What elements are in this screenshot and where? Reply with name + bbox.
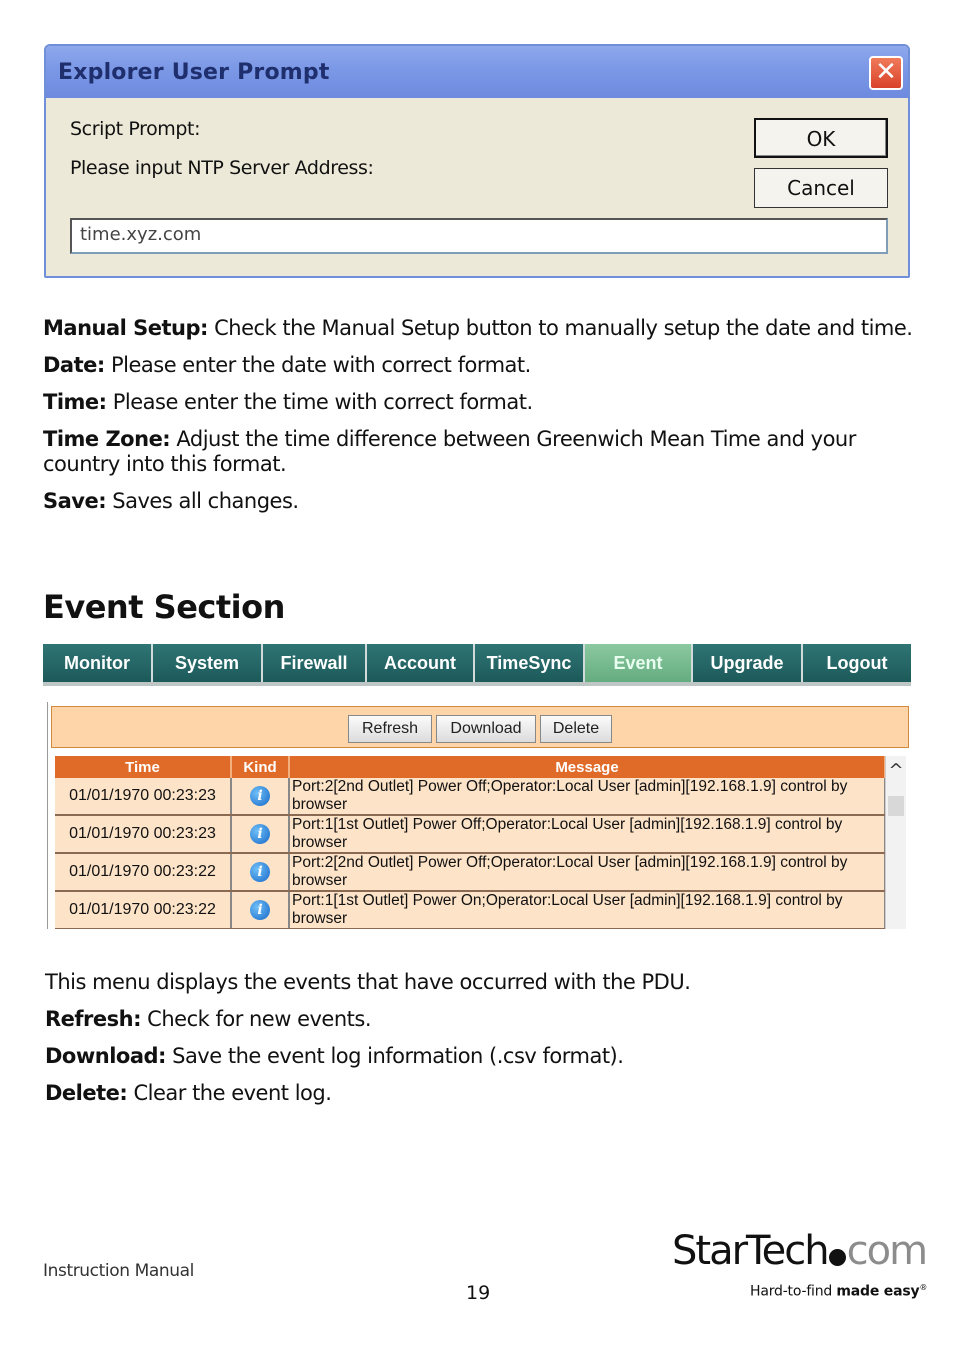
- tab-firewall[interactable]: Firewall: [263, 644, 367, 682]
- manual-setup-desc: [43, 316, 923, 341]
- chevron-up-icon[interactable]: ^: [888, 760, 904, 781]
- table-row[interactable]: [55, 891, 885, 929]
- term: Download:: [45, 1044, 166, 1068]
- prompt-text: Please input NTP Server Address:: [70, 157, 374, 179]
- footer-label: Instruction Manual: [43, 1261, 194, 1281]
- info-icon: i: [250, 786, 270, 806]
- tagline-regular: Hard-to-find: [750, 1283, 837, 1300]
- event-message: Port:1[1st Outlet] Power Off;Operator:Local User [admin][192.168.1.9] control by browser: [289, 815, 885, 853]
- tab-monitor[interactable]: Monitor: [43, 644, 153, 682]
- event-message: Port:2[2nd Outlet] Power Off;Operator:Local User [admin][192.168.1.9] control by browser: [289, 853, 885, 891]
- event-time: 01/01/1970 00:23:22: [55, 891, 231, 929]
- dialog-title-bar[interactable]: [46, 46, 908, 98]
- desc: Adjust the time difference between Greenwich Mean Time and your country into this format.: [43, 427, 856, 476]
- explorer-user-prompt-dialog: [44, 44, 910, 278]
- cancel-button[interactable]: Cancel: [754, 168, 888, 208]
- term: Refresh:: [45, 1007, 141, 1031]
- top-nav: [43, 644, 911, 686]
- event-log-table: [55, 756, 886, 929]
- desc: Save the event log information (.csv format).: [165, 1044, 624, 1068]
- logo-text-com: com: [846, 1228, 927, 1274]
- section-heading: Event Section: [43, 588, 285, 626]
- desc: Check the Manual Setup button to manually setup the date and time.: [207, 316, 913, 340]
- close-icon[interactable]: ✕: [869, 56, 903, 90]
- desc: Please enter the date with correct format.: [104, 353, 531, 377]
- event-message: Port:1[1st Outlet] Power On;Operator:Local User [admin][192.168.1.9] control by browser: [289, 891, 885, 929]
- term: Save:: [43, 489, 107, 513]
- date-desc: [43, 353, 923, 378]
- logo-tagline: [750, 1283, 927, 1300]
- registered-mark: ®: [919, 1283, 928, 1292]
- tagline-bold: made easy: [836, 1283, 920, 1300]
- tab-logout[interactable]: Logout: [826, 653, 888, 673]
- term: Time:: [43, 390, 107, 414]
- event-message: Port:2[2nd Outlet] Power Off;Operator:Local User [admin][192.168.1.9] control by browser: [289, 778, 885, 815]
- dialog-title: Explorer User Prompt: [58, 60, 330, 85]
- event-time: 01/01/1970 00:23:22: [55, 853, 231, 891]
- event-intro: This menu displays the events that have occurred with the PDU.: [45, 970, 691, 994]
- startech-logo: [672, 1228, 927, 1278]
- delete-desc: [45, 1081, 925, 1106]
- event-table-scrollbar[interactable]: [885, 756, 906, 929]
- table-row[interactable]: [55, 815, 885, 853]
- refresh-desc: [45, 1007, 925, 1032]
- tab-upgrade[interactable]: Upgrade: [693, 644, 803, 682]
- column-header-message[interactable]: Message: [289, 756, 885, 778]
- event-kind: [231, 853, 289, 891]
- event-kind: [231, 778, 289, 815]
- desc: Saves all changes.: [106, 489, 299, 513]
- logo-dot-icon: [829, 1249, 846, 1266]
- event-ui-screenshot: [43, 644, 911, 929]
- download-desc: [45, 1044, 925, 1069]
- download-button[interactable]: Download: [436, 715, 536, 743]
- term: Delete:: [45, 1081, 128, 1105]
- info-icon: i: [250, 824, 270, 844]
- time-zone-desc: [43, 427, 863, 477]
- logo-text-main: StarTech: [672, 1228, 828, 1274]
- event-kind: [231, 891, 289, 929]
- refresh-button[interactable]: Refresh: [348, 715, 432, 743]
- table-row[interactable]: [55, 853, 885, 891]
- column-header-kind[interactable]: Kind: [231, 756, 289, 778]
- time-desc: [43, 390, 923, 415]
- info-icon: i: [250, 900, 270, 920]
- ok-button[interactable]: OK: [754, 118, 888, 158]
- desc: Clear the event log.: [127, 1081, 332, 1105]
- table-row[interactable]: [55, 778, 885, 815]
- table-header-row: [55, 756, 885, 778]
- tab-event[interactable]: Event: [585, 644, 693, 682]
- term: Date:: [43, 353, 105, 377]
- event-time: 01/01/1970 00:23:23: [55, 778, 231, 815]
- event-toolbar: [51, 706, 909, 748]
- desc: Check for new events.: [141, 1007, 372, 1031]
- event-time: 01/01/1970 00:23:23: [55, 815, 231, 853]
- term: Manual Setup:: [43, 316, 208, 340]
- tab-timesync[interactable]: TimeSync: [475, 644, 585, 682]
- page-number: 19: [466, 1282, 491, 1304]
- desc: Please enter the time with correct format.: [106, 390, 533, 414]
- column-header-time[interactable]: Time: [55, 756, 231, 778]
- scroll-thumb[interactable]: [888, 796, 904, 816]
- tab-account[interactable]: Account: [367, 644, 475, 682]
- ntp-server-input[interactable]: time.xyz.com: [70, 218, 888, 254]
- delete-button[interactable]: Delete: [540, 715, 612, 743]
- event-kind: [231, 815, 289, 853]
- save-desc: [43, 489, 923, 514]
- info-icon: i: [250, 862, 270, 882]
- script-prompt-label: Script Prompt:: [70, 118, 201, 140]
- tab-system[interactable]: System: [153, 644, 263, 682]
- term: Time Zone:: [43, 427, 171, 451]
